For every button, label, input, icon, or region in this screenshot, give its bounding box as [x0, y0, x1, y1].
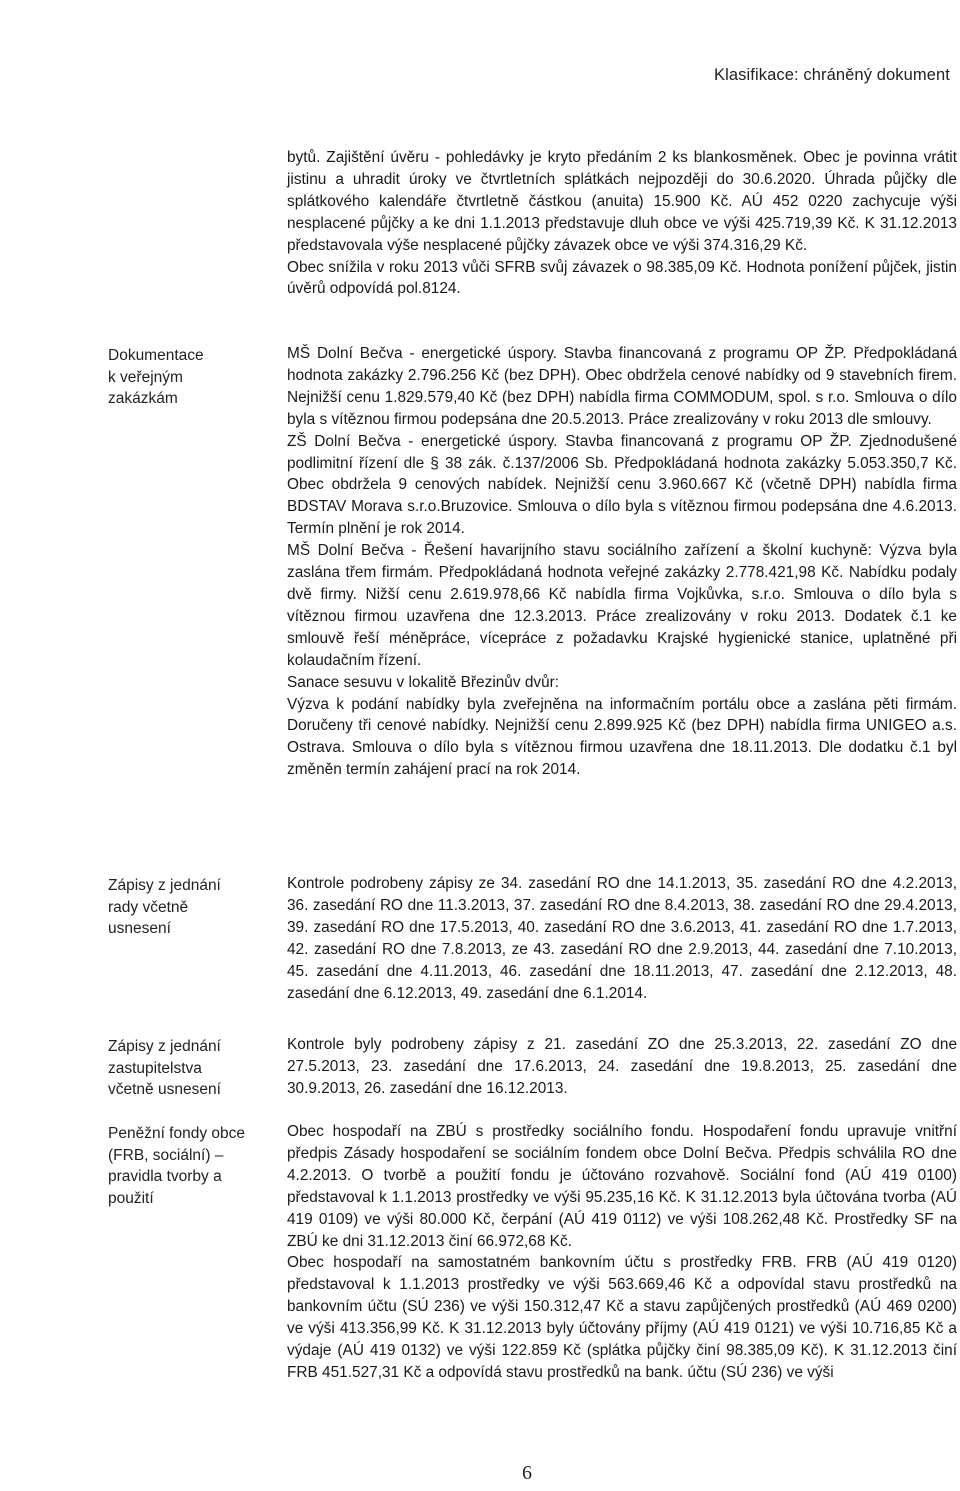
- section-body: [287, 343, 957, 781]
- paragraph: Obec hospodaří na samostatném bankovním účtu s prostředky FRB. FRB (AÚ 419 0120) představoval k 1.1.2013 prostředky ve výši 563.669,46 Kč a odpovídal stavu prostředků na bankovním účtu (SÚ 236) ve výši 150.312,47 Kč a stavu zapůjčených prostředků (AÚ 469 0200) ve výši 413.356,99 Kč. K 31.12.2013 byly účtovány příjmy (AÚ 419 0121) ve výši 10.716,85 Kč a výdaje (AÚ 419 0132) ve výši 122.859 Kč (splátka půjčky činí 98.385,09 Kč). K 31.12.2013 činí FRB 451.527,31 Kč a odpovídá stavu prostředků na bank. účtu (SÚ 236) ve výši: [287, 1254, 957, 1381]
- paragraph: Obec snížila v roku 2013 vůči SFRB svůj závazek o 98.385,09 Kč. Hodnota ponížení půjček, jistin úvěrů odpovídá pol.8124.: [287, 258, 957, 298]
- paragraph: Sanace sesuvu v lokalitě Březinův dvůr:: [287, 673, 560, 691]
- section-body: [287, 1034, 957, 1100]
- label-line: Zápisy z jednání: [108, 877, 221, 894]
- label-line: (FRB, sociální) –: [108, 1146, 224, 1164]
- classification-label: Klasifikace: chráněný dokument: [714, 66, 950, 84]
- paragraph: Obec hospodaří na ZBÚ s prostředky sociálního fondu. Hospodaření fondu upravuje vnitřní předpis Zásady hospodaření se sociálním fondem obce Dolní Bečva. Předpis schválila RO dne 4.2.2013. O tvorbě a použití fondu je účtováno rozvahově. Sociální fond (AÚ 419 0100) představoval k 1.1.2013 prostředky ve výši 95.235,16 Kč. K 31.12.2013 byla účtována tvorba (AÚ 419 0109) ve výši 80.000 Kč, čerpání (AÚ 419 0112) ve výši 108.262,48 Kč. Prostředky SF na ZBÚ ke dni 31.12.2013 činí 66.972,68 Kč.: [287, 1123, 957, 1250]
- paragraph: MŠ Dolní Bečva - Řešení havarijního stavu sociálního zařízení a školní kuchyně: Výzva byla zaslána třem firmám. Předpokládaná hodnota veřejné zakázky 2.778.421,98 Kč. Nabídku podaly dvě firmy. Nižší cenu 2.619.978,66 Kč nabídla firma Vojkůvka, s.r.o. Smlouva o dílo byla s vítěznou firmou uzavřena dne 12.3.2013. Práce zrealizovány v roku 2013. Dodatek č.1 ke smlouvě řeší méněpráce, vícepráce z požadavku Krajské hygienické stanice, uplatněné při kolaudačním řízení.: [287, 542, 957, 669]
- label-line: Dokumentace: [108, 347, 204, 364]
- paragraph: ZŠ Dolní Bečva - energetické úspory. Stavba financovaná z programu OP ŽP. Zjednodušené podlimitní řízení dle § 38 zák. č.137/2006 Sb. Předpokládaná hodnota zakázky 5.053.350,7 Kč. Obec obdržela 9 cenových nabídek. Nejnižší cenu 3.960.667 Kč (včetně DPH) nabídla firma BDSTAV Morava s.r.o.Bruzovice. Smlouva o dílo byla s vítěznou firmou podepsána dne 4.6.2013. Termín plnění je rok 2014.: [287, 432, 957, 538]
- section-label: [108, 345, 268, 410]
- label-line: zakázkám: [108, 390, 178, 407]
- section-body: [287, 873, 957, 1004]
- section-label: [108, 1123, 268, 1209]
- paragraph: Kontrole podrobeny zápisy ze 34. zasedání RO dne 14.1.2013, 35. zasedání RO dne 4.2.2013, 36. zasedání RO dne 11.3.2013, 37. zasedání RO dne 8.4.2013, 38. zasedání RO dne 29.4.2013, 39. zasedání RO dne 17.5.2013, 40. zasedání RO dne 3.6.2013, 41. zasedání RO dne 1.7.2013, 42. zasedání RO dne 7.8.2013, ze 43. zasedání RO dne 2.9.2013, 44. zasedání dne 7.10.2013, 45. zasedání dne 4.11.2013, 46. zasedání dne 18.11.2013, 47. zasedání dne 2.12.2013, 48. zasedání dne 6.12.2013, 49. zasedání dne 6.1.2014.: [287, 875, 957, 1002]
- label-line: usnesení: [108, 920, 171, 937]
- section-label: [108, 875, 268, 940]
- label-line: pravidla tvorby a: [108, 1168, 222, 1185]
- section-body: [287, 147, 957, 300]
- page-number: 6: [522, 1462, 532, 1484]
- label-line: zastupitelstva: [108, 1059, 202, 1077]
- label-line: Peněžní fondy obce: [108, 1125, 246, 1142]
- label-line: Zápisy z jednání: [108, 1038, 221, 1055]
- label-line: k veřejným: [108, 368, 183, 386]
- paragraph: Kontrole byly podrobeny zápisy z 21. zasedání ZO dne 25.3.2013, 22. zasedání ZO dne 27.5.2013, 23. zasedání dne 17.6.2013, 24. zasedání dne 19.8.2013, 25. zasedání dne 30.9.2013, 26. zasedání dne 16.12.2013.: [287, 1036, 957, 1097]
- section-label: [108, 1036, 268, 1101]
- paragraph: Výzva k podání nabídky byla zveřejněna na informačním portálu obce a zaslána pěti firmám. Doručeny tři cenové nabídky. Nejnižší cenu 2.899.925 Kč (bez DPH) nabídla firma UNIGEO a.s. Ostrava. Smlouva o dílo byla s vítěznou firmou uzavřena dne 18.11.2013. Dle dodatku č.1 byl změněn termín zahájení prací na rok 2014.: [287, 695, 957, 779]
- label-line: použití: [108, 1189, 154, 1207]
- label-line: včetně usnesení: [108, 1081, 221, 1098]
- section-body: [287, 1121, 957, 1384]
- label-line: rady včetně: [108, 898, 189, 916]
- paragraph: MŠ Dolní Bečva - energetické úspory. Stavba financovaná z programu OP ŽP. Předpokládaná hodnota zakázky 2.796.256 Kč (bez DPH). Obec obdržela cenové nabídky od 9 stavebních firem. Nejnižší cenu 1.829.579,40 Kč (bez DPH) nabídla firma COMMODUM, spol. s r.o. Smlouva o dílo byla s vítěznou firmou podepsána dne 20.5.2013. Práce zrealizovány v roku 2013 dle smlouvy.: [287, 345, 957, 428]
- paragraph: bytů. Zajištění úvěru - pohledávky je kryto předáním 2 ks blankosměnek. Obec je povinna vrátit jistinu a uhradit úroky ve čtvrtletních splátkách nejpozději do 30.6.2020. Úhrada půjčky dle splátkového kalendáře čtvrtletně částkou (anuita) 15.900 Kč. AÚ 452 0220 zachycuje výši nesplacené půjčky a ke dni 1.1.2013 představuje dluh obce ve výši 425.719,39 Kč. K 31.12.2013 představovala výše nesplacené půjčky závazek obce ve výši 374.316,29 Kč.: [287, 149, 957, 254]
